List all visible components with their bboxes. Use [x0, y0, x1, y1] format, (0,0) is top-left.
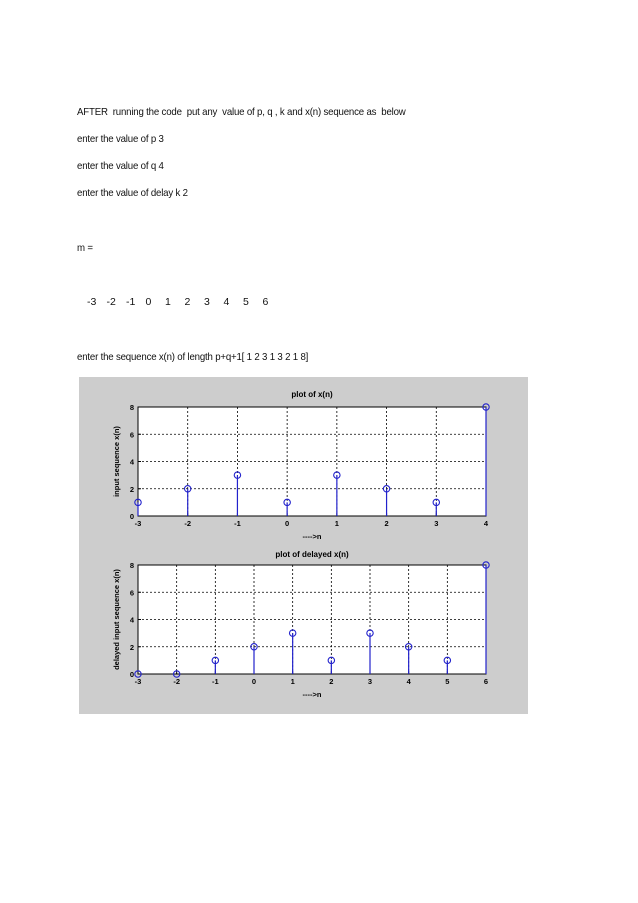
intro-line: AFTER running the code put any value of p, q , k and x(n) sequence as below — [77, 106, 406, 118]
x-tick-label: 1 — [290, 677, 295, 686]
y-tick-label: 4 — [129, 615, 134, 625]
x-axis-label: ---->n — [302, 690, 322, 699]
delay-value-line: enter the value of delay k 2 — [77, 187, 188, 199]
x-tick-label: 2 — [329, 677, 334, 686]
m-value: 2 — [184, 296, 191, 308]
x-tick-label: 5 — [445, 677, 450, 686]
x-tick-label: -2 — [173, 677, 181, 686]
x-tick-label: -1 — [234, 519, 241, 528]
m-value: -2 — [106, 296, 116, 308]
y-tick-label: 8 — [129, 561, 134, 570]
plot-title: plot of x(n) — [291, 390, 333, 399]
x-tick-label: 0 — [285, 519, 290, 528]
y-tick-label: 2 — [129, 484, 134, 494]
m-value: 3 — [204, 296, 210, 308]
x-tick-label: -3 — [134, 677, 142, 686]
m-value: 0 — [145, 296, 152, 308]
m-value: 6 — [262, 296, 269, 308]
m-value: 4 — [223, 296, 230, 308]
p-value-line: enter the value of p 3 — [77, 133, 164, 145]
x-tick-label: -1 — [211, 677, 219, 686]
y-tick-label: 2 — [129, 642, 134, 652]
y-axis-label: delayed input sequence x(n) — [112, 569, 121, 670]
m-value: -1 — [126, 296, 136, 308]
y-tick-label: 6 — [129, 430, 134, 440]
y-tick-label: 0 — [129, 512, 134, 521]
m-value: 5 — [243, 296, 249, 308]
x-axis-label: ---->n — [302, 532, 322, 541]
m-value: -3 — [87, 296, 97, 308]
y-tick-label: 6 — [129, 588, 134, 598]
plot-title: plot of delayed x(n) — [275, 550, 349, 559]
m-value: 1 — [165, 296, 171, 308]
x-tick-label: 3 — [367, 677, 373, 686]
x-tick-label: 6 — [483, 677, 489, 686]
x-tick-label: -3 — [134, 519, 142, 528]
x-tick-label: 3 — [434, 519, 439, 528]
y-axis-label: input sequence x(n) — [112, 426, 121, 497]
m-values — [87, 296, 282, 308]
x-tick-label: 1 — [334, 519, 339, 528]
x-tick-label: 0 — [251, 677, 257, 686]
sequence-input-line: enter the sequence x(n) of length p+q+1[ 1 2 3 1 3 2 1 8] — [77, 351, 309, 363]
x-tick-label: 4 — [406, 677, 411, 686]
m-label: m = — [77, 242, 93, 254]
x-tick-label: 4 — [483, 519, 489, 528]
matlab-figure — [79, 377, 528, 714]
x-tick-label: -2 — [184, 519, 192, 528]
y-tick-label: 4 — [129, 457, 134, 467]
q-value-line: enter the value of q 4 — [77, 160, 164, 172]
y-tick-label: 0 — [129, 670, 134, 679]
x-tick-label: 2 — [384, 519, 389, 528]
stem-plots — [79, 377, 528, 714]
y-tick-label: 8 — [129, 403, 134, 412]
